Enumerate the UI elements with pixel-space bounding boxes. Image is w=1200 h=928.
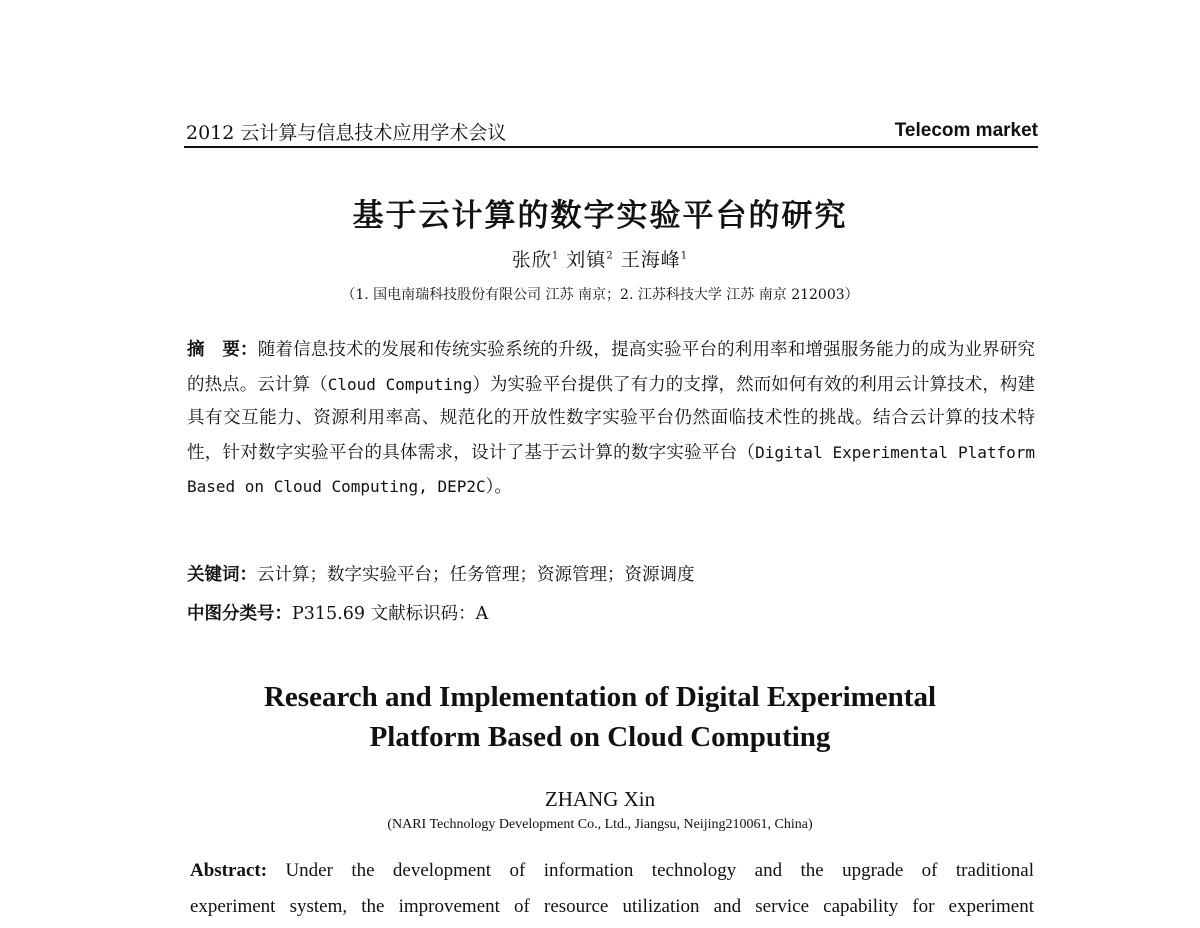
- header-rule: [184, 146, 1038, 148]
- chinese-authors: [0, 245, 1200, 272]
- classification-line: [187, 600, 1035, 625]
- english-title: [0, 677, 1200, 757]
- english-abstract-line: experiment system, the improvement of resource utilization and service capability for experiment: [190, 896, 1034, 917]
- author-name: 张欣: [511, 249, 552, 271]
- english-author: ZHANG Xin: [544, 787, 656, 811]
- english-abstract-line: [190, 853, 1034, 889]
- chinese-abstract: [187, 334, 1035, 505]
- class-label: 中图分类号：: [187, 604, 292, 624]
- chinese-affiliation: （1. 国电南瑞科技股份有限公司 江苏 南京；2. 江苏科技大学 江苏 南京 212003）: [341, 287, 859, 303]
- abstract-term: Cloud Computing: [327, 374, 473, 394]
- author-name: 刘镇: [566, 249, 607, 271]
- chinese-keywords: [187, 561, 1035, 586]
- author-affil-mark: 1: [680, 250, 689, 262]
- abstract-label: 摘 要：: [187, 340, 258, 360]
- english-title-line: Research and Implementation of Digital Experimental: [263, 681, 937, 713]
- english-abstract-text: Under the development of information technology and the upgrade of traditional: [285, 860, 1034, 881]
- author-affil-mark: 2: [606, 250, 614, 262]
- abstract-text: ）。: [485, 477, 512, 497]
- doc-value: A: [475, 604, 489, 624]
- english-title-line: Platform Based on Cloud Computing: [369, 721, 831, 753]
- conference-header: 2012 云计算与信息技术应用学术会议: [186, 122, 507, 144]
- abstract-term: Digital Experimental Platform Based on Cloud Computing, DEP2C: [187, 442, 1036, 496]
- english-affiliation: (NARI Technology Development Co., Ltd., Jiangsu, Neijing210061, China): [387, 817, 813, 832]
- abstract-text: ）为实验平台提供了有力的支撑，然而如何有效的利用云计算技术，构建具有交互能力、资源利用率高、规范化的开放性数字实验平台仍然面临技术性的挑战。结合云计算的技术特性，针对数字实验平台的具体需求，设计了基于云计算的数字实验平台（: [187, 374, 1035, 463]
- english-abstract: [190, 853, 1034, 925]
- class-value: P315.69: [292, 604, 366, 624]
- chinese-title: 基于云计算的数字实验平台的研究: [352, 198, 848, 234]
- english-abstract-label: Abstract:: [190, 860, 268, 881]
- author-affil-mark: 1: [551, 250, 560, 262]
- journal-header: Telecom market: [894, 120, 1038, 141]
- keywords-text: 云计算；数字实验平台；任务管理；资源管理；资源调度: [257, 565, 695, 585]
- doc-label: 文献标识码：: [370, 604, 476, 624]
- keywords-label: 关键词：: [187, 565, 257, 585]
- abstract-text: 随着信息技术的发展和传统实验系统的升级，提高实验平台的利用率和增强服务能力的成为业界研究的热点。云计算（: [187, 340, 1036, 395]
- author-name: 王海峰: [620, 249, 681, 271]
